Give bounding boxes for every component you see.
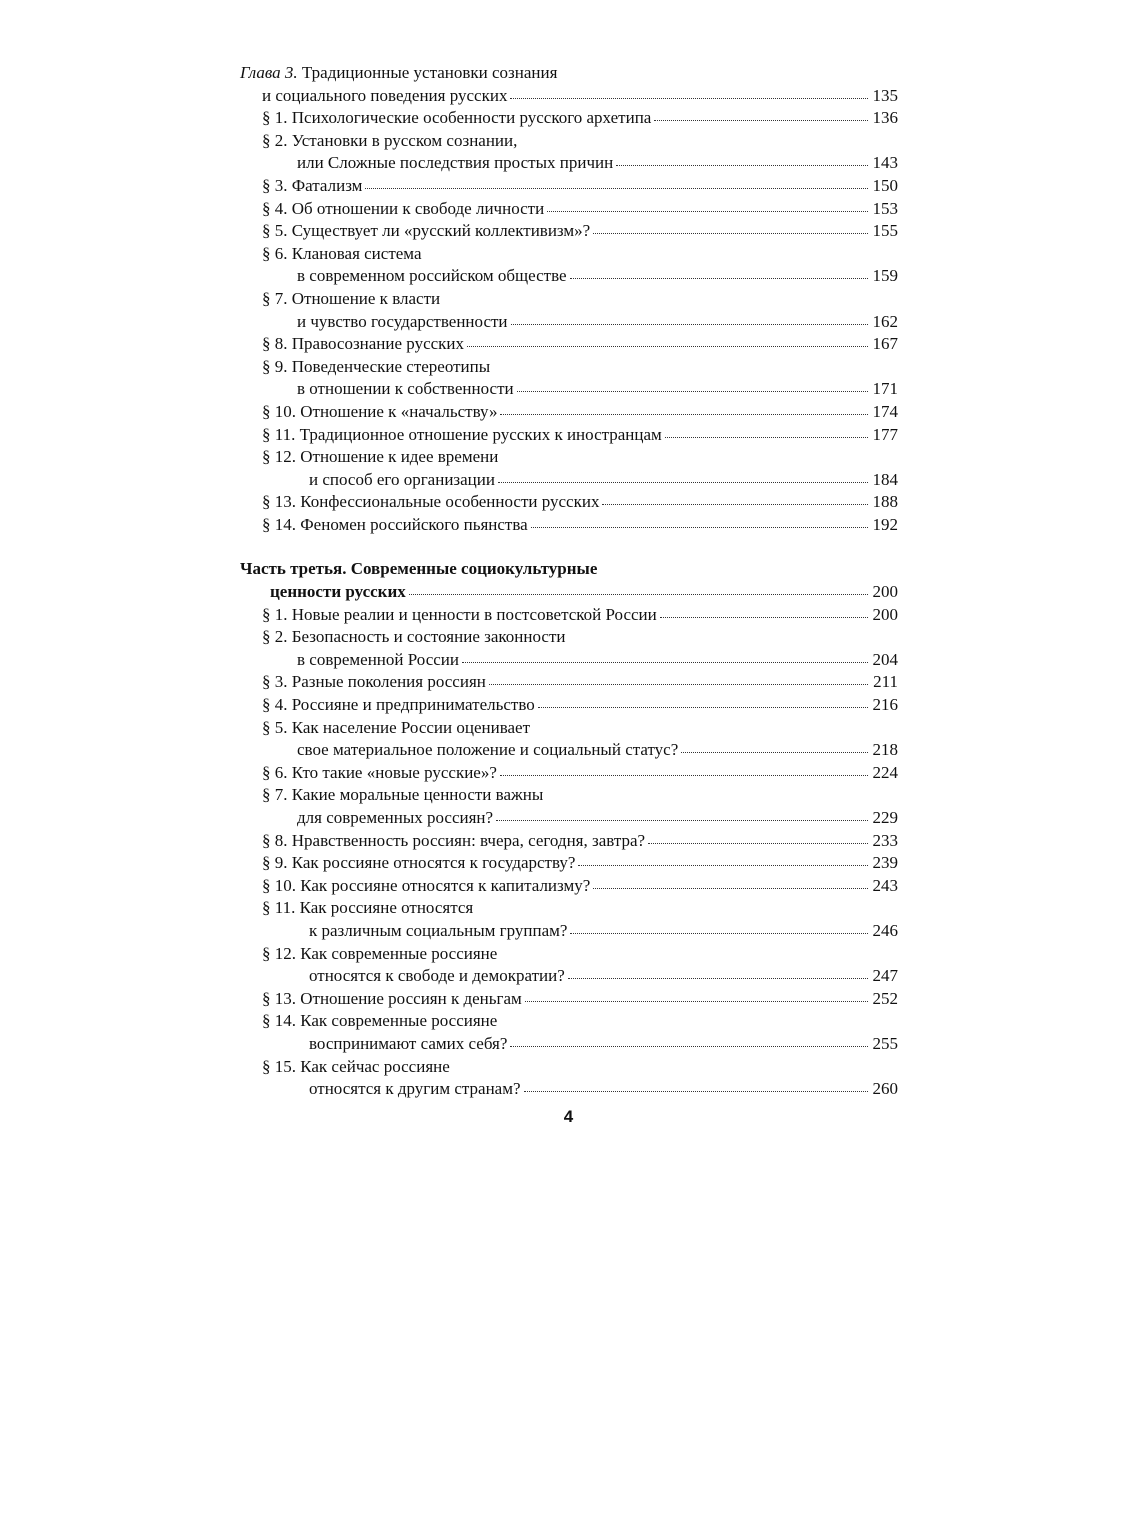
chapter-label: Глава 3. [240,63,298,82]
entry-text: § 3. Фатализм [262,175,363,195]
entry-text: § 4. Об отношении к свободе личности [262,198,545,218]
entry-text: § 12. Как современные россияне [262,943,498,963]
entry-text: для современных россиян? [297,808,494,827]
page-number: 174 [872,401,898,421]
page-number: 247 [872,966,898,986]
toc-entry-continued [240,739,898,762]
entry-text: § 8. Правосознание русских [262,334,465,354]
entry-text: § 2. Установки в русском сознании, [262,130,518,150]
entry-text: в современной России [297,649,459,669]
page-number: 167 [872,334,898,354]
toc-entry-continued [240,649,898,672]
toc-entry [240,243,898,266]
dot-leader [500,403,868,417]
entry-text: § 7. Отношение к власти [262,288,441,308]
dot-leader [616,154,868,168]
toc-entry [240,107,898,130]
dot-leader [681,741,868,755]
page-number: 177 [872,424,898,444]
chapter-heading-line-1 [240,62,898,85]
entry-text: § 5. Как население России оценивает [262,717,531,737]
toc-entry-continued [240,311,898,334]
page-number: 143 [872,153,898,173]
page-number: 159 [872,266,898,286]
entry-text: в современном российском обществе [297,266,567,286]
toc-entry-continued [240,1033,898,1056]
entry-text: § 13. Отношение россиян к деньгам [262,988,522,1008]
entry-text: § 13. Конфессиональные особенности русских [262,492,600,512]
page-number: 136 [872,108,898,128]
entry-text: § 10. Отношение к «начальству» [262,401,498,421]
dot-leader [510,87,868,101]
toc-entry-continued [240,965,898,988]
toc-entry [240,762,898,785]
toc-entry [240,175,898,198]
page-number: 229 [872,808,898,827]
page-number: 200 [872,582,898,602]
chapter-title-line-2: и социального поведения русских [262,85,508,105]
toc-entry [240,446,898,469]
page-number: 204 [872,649,898,669]
toc-entry-continued [240,920,898,943]
part-title-line-1: Часть третья. Современные социокультурные [240,559,598,579]
toc-entry [240,130,898,153]
chapter-sections [240,107,898,536]
toc-entry-continued [240,152,898,175]
page-number: 184 [872,469,898,489]
page-number: 200 [872,604,898,624]
page-number: 233 [872,830,898,850]
dot-leader [538,696,868,710]
dot-leader [498,471,868,485]
toc-entry [240,671,898,694]
dot-leader [547,200,868,214]
section-gap [240,536,898,558]
page-number: 171 [872,379,898,399]
part-heading-line-2 [240,581,898,604]
toc-entry [240,943,898,966]
dot-leader [517,380,868,394]
dot-leader [511,313,868,327]
entry-text: § 12. Отношение к идее времени [262,447,499,467]
page-number: 260 [872,1079,898,1099]
entry-text: § 6. Кто такие «новые русские»? [262,762,497,782]
entry-text: § 3. Разные поколения россиян [262,672,486,692]
entry-text: § 2. Безопасность и состояние законности [262,627,566,647]
entry-text: § 9. Поведенческие стереотипы [262,356,491,376]
dot-leader [500,764,868,778]
entry-text: к различным социальным группам? [309,920,568,940]
entry-text: § 1. Психологические особенности русского архетипа [262,108,652,128]
chapter-heading-line-2 [240,85,898,108]
page-number: 162 [872,311,898,331]
chapter-title-line-1: Традиционные установки сознания [301,63,558,82]
toc-entry [240,897,898,920]
dot-leader [570,267,868,281]
entry-text: § 5. Существует ли «русский коллективизм»? [262,221,591,241]
toc-entry [240,288,898,311]
dot-leader [578,854,868,868]
toc-entry [240,626,898,649]
page-number: 216 [872,695,898,715]
part-sections [240,604,898,1101]
page-number: 153 [872,198,898,218]
page-number: 255 [872,1033,898,1053]
folio-page-number: 4 [563,1107,574,1126]
entry-text: и способ его организации [309,469,495,489]
page-number: 252 [872,988,898,1008]
toc-entry-continued [240,1078,898,1101]
toc-entry [240,491,898,514]
toc-entry [240,198,898,221]
entry-text: в отношении к собственности [297,379,514,399]
dot-leader [602,493,868,507]
toc-entry-continued [240,469,898,492]
page-number: 135 [872,85,898,105]
toc-entry [240,424,898,447]
page-number: 192 [872,514,898,534]
entry-text: относятся к свободе и демократии? [309,966,565,986]
part-heading-line-1 [240,558,898,581]
page-number: 150 [872,175,898,195]
dot-leader [593,877,868,891]
toc-entry [240,784,898,807]
dot-leader [525,990,868,1004]
part-title-line-2: ценности русских [270,582,406,602]
toc-entry [240,356,898,379]
entry-text: § 14. Феномен российского пьянства [262,514,528,534]
table-of-contents [240,62,898,1101]
toc-entry [240,604,898,627]
toc-entry-continued [240,807,898,830]
page-number: 218 [872,740,898,760]
toc-entry [240,401,898,424]
toc-entry-continued [240,378,898,401]
toc-entry [240,875,898,898]
entry-text: свое материальное положение и социальный статус? [297,740,679,760]
page-number: 239 [872,853,898,873]
entry-text: § 4. Россияне и предпринимательство [262,695,535,715]
dot-leader [654,109,868,123]
toc-entry [240,988,898,1011]
dot-leader [489,673,868,687]
entry-text: § 8. Нравственность россиян: вчера, сегодня, завтра? [262,830,646,850]
dot-leader [665,426,868,440]
dot-leader [660,606,868,620]
dot-leader [524,1080,868,1094]
dot-leader [365,177,868,191]
dot-leader [496,809,868,823]
toc-entry [240,333,898,356]
toc-entry [240,220,898,243]
entry-text: § 11. Как россияне относятся [262,898,474,918]
dot-leader [462,651,868,665]
entry-text: § 6. Клановая система [262,243,422,263]
entry-text: воспринимают самих себя? [309,1033,508,1053]
dot-leader [568,967,868,981]
dot-leader [510,1035,868,1049]
page-number: 246 [872,920,898,940]
toc-entry [240,1056,898,1079]
dot-leader [593,222,868,236]
toc-entry [240,852,898,875]
toc-entry [240,1010,898,1033]
entry-text: § 10. Как россияне относятся к капитализму? [262,875,591,895]
dot-leader [531,516,868,530]
toc-entry [240,717,898,740]
page-number: 224 [872,762,898,782]
entry-text: § 9. Как россияне относятся к государству? [262,853,576,873]
entry-text: § 7. Какие моральные ценности важны [262,785,544,805]
dot-leader [648,832,868,846]
dot-leader [409,583,868,597]
page-number: 211 [873,672,898,692]
page-number: 243 [872,875,898,895]
entry-text: § 14. Как современные россияне [262,1011,498,1031]
entry-text: § 15. Как сейчас россияне [262,1056,450,1076]
toc-entry-continued [240,265,898,288]
entry-text: § 1. Новые реалии и ценности в постсоветской России [262,604,657,624]
toc-entry [240,830,898,853]
page-number: 188 [872,492,898,512]
entry-text: относятся к другим странам? [309,1079,521,1099]
entry-text: или Сложные последствия простых причин [297,153,614,173]
entry-text: § 11. Традиционное отношение русских к иностранцам [262,424,662,444]
dot-leader [570,922,868,936]
page-number: 155 [872,221,898,241]
dot-leader [467,335,868,349]
toc-entry [240,694,898,717]
entry-text: и чувство государственности [297,311,508,331]
toc-entry [240,514,898,537]
